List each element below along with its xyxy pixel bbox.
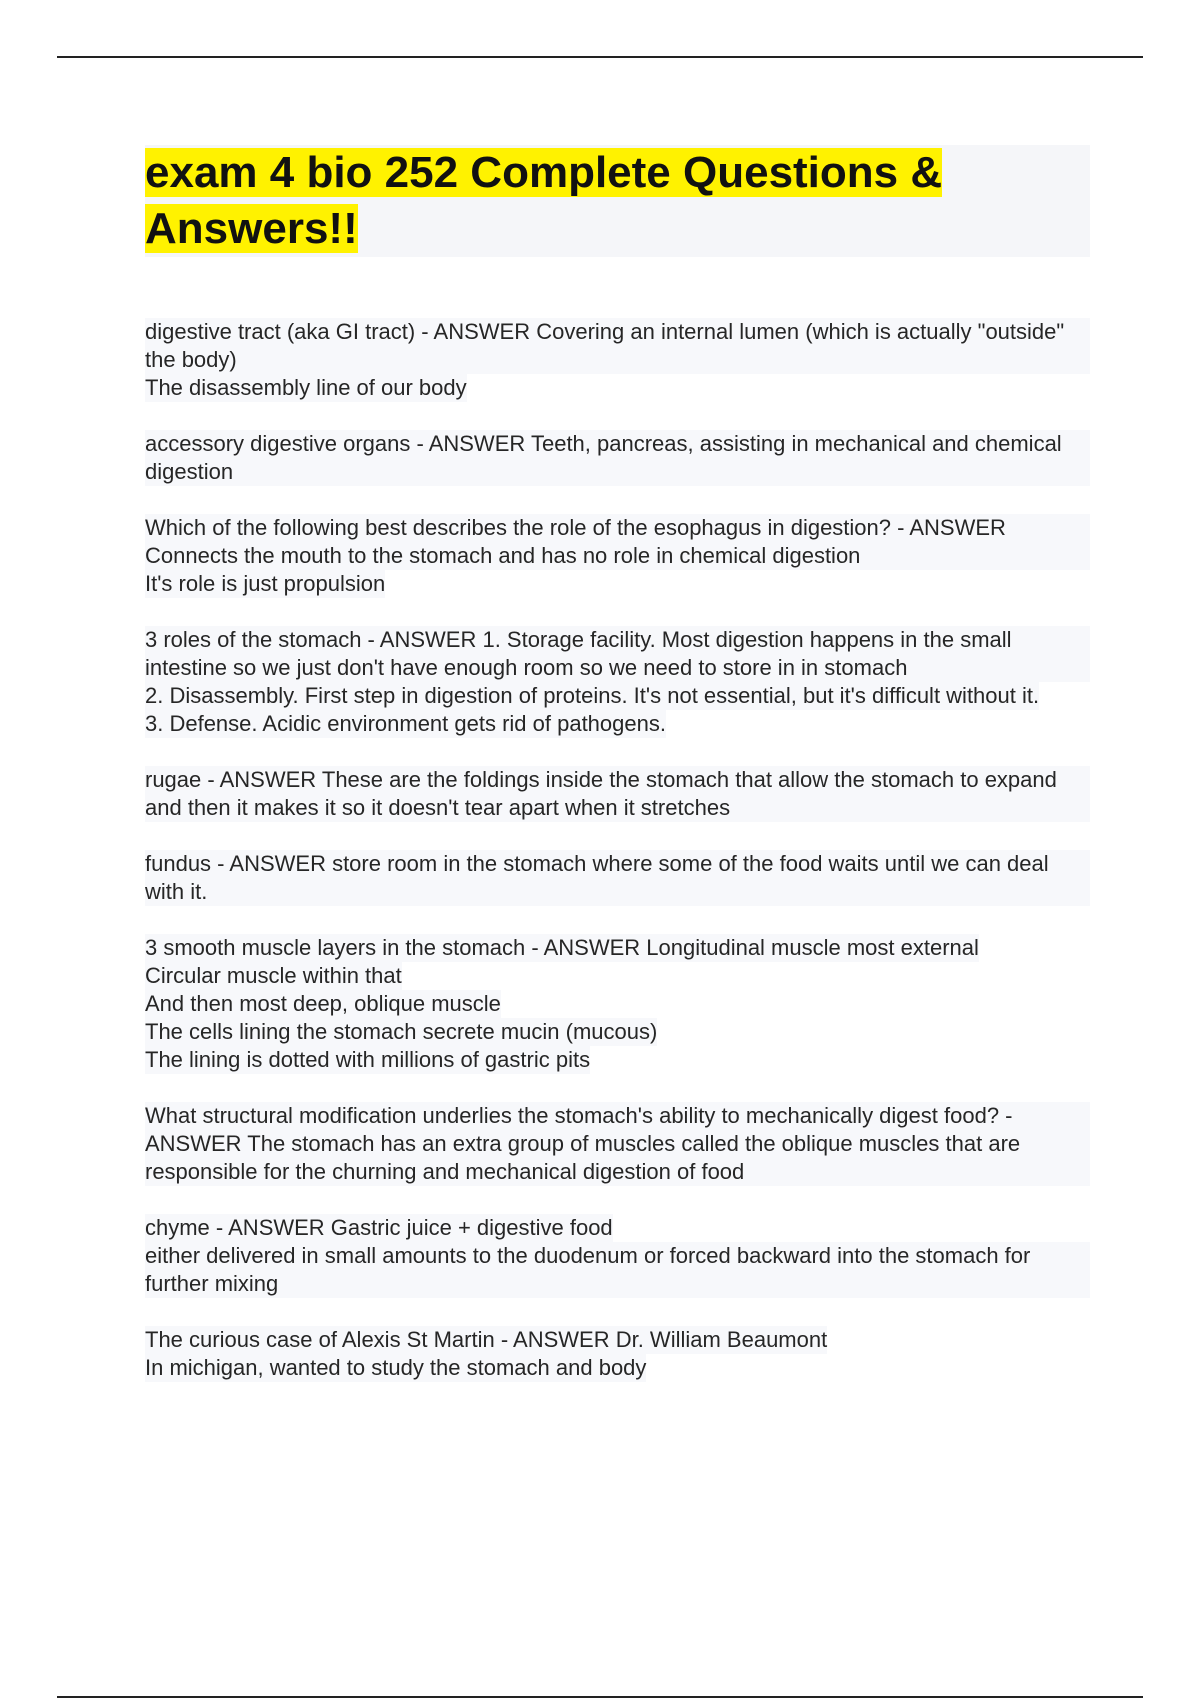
qa-entry	[145, 934, 1090, 1074]
qa-question-answer: 3 smooth muscle layers in the stomach - ANSWER Longitudinal muscle most external	[145, 935, 979, 960]
qa-answer-line: 3. Defense. Acidic environment gets rid of pathogens.	[145, 711, 666, 736]
qa-answer-line: The disassembly line of our body	[145, 375, 467, 400]
bottom-rule	[57, 1696, 1143, 1698]
qa-entry	[145, 430, 1090, 486]
qa-answer-line: Circular muscle within that	[145, 963, 402, 988]
title-highlight: exam 4 bio 252 Complete Questions & Answers!!	[145, 148, 943, 253]
qa-question-answer: The curious case of Alexis St Martin - ANSWER Dr. William Beaumont	[145, 1327, 828, 1352]
qa-answer-line: either delivered in small amounts to the duodenum or forced backward into the stomach for further mixing	[145, 1242, 1090, 1298]
qa-question-answer: chyme - ANSWER Gastric juice + digestive food	[145, 1215, 613, 1240]
document-title	[145, 145, 1090, 257]
qa-question-answer: rugae - ANSWER These are the foldings inside the stomach that allow the stomach to expand and then it makes it so it doesn't tear apart when it stretches	[145, 766, 1090, 822]
qa-entry	[145, 850, 1090, 906]
qa-question-answer: Which of the following best describes the role of the esophagus in digestion? - ANSWER Connects the mouth to the stomach and has no role in chemical digestion	[145, 514, 1090, 570]
qa-entry	[145, 1214, 1090, 1298]
qa-entry	[145, 1326, 1090, 1382]
qa-entry	[145, 766, 1090, 822]
qa-entry	[145, 1102, 1090, 1186]
qa-answer-line: And then most deep, oblique muscle	[145, 991, 501, 1016]
qa-entry	[145, 626, 1090, 738]
qa-question-answer: 3 roles of the stomach - ANSWER 1. Storage facility. Most digestion happens in the small intestine so we just don't have enough room so we need to store in in stomach	[145, 626, 1090, 682]
qa-answer-line: In michigan, wanted to study the stomach and body	[145, 1355, 647, 1380]
qa-list	[145, 318, 1090, 1382]
document-body	[145, 145, 1090, 1410]
qa-entry	[145, 514, 1090, 598]
top-rule	[57, 56, 1143, 58]
qa-question-answer: digestive tract (aka GI tract) - ANSWER Covering an internal lumen (which is actually "outside" the body)	[145, 318, 1090, 374]
qa-answer-line: The cells lining the stomach secrete mucin (mucous)	[145, 1019, 658, 1044]
qa-question-answer: fundus - ANSWER store room in the stomach where some of the food waits until we can deal with it.	[145, 850, 1090, 906]
title-block	[145, 145, 1090, 257]
qa-answer-line: 2. Disassembly. First step in digestion of proteins. It's not essential, but it's difficult without it.	[145, 683, 1040, 708]
qa-question-answer: accessory digestive organs - ANSWER Teeth, pancreas, assisting in mechanical and chemical digestion	[145, 430, 1090, 486]
qa-answer-line: The lining is dotted with millions of gastric pits	[145, 1047, 591, 1072]
qa-answer-line: It's role is just propulsion	[145, 571, 386, 596]
qa-question-answer: What structural modification underlies the stomach's ability to mechanically digest food? - ANSWER The stomach has an extra group of muscles called the oblique muscles that are responsible for the churning and mechanical digestion of food	[145, 1102, 1090, 1186]
qa-entry	[145, 318, 1090, 402]
